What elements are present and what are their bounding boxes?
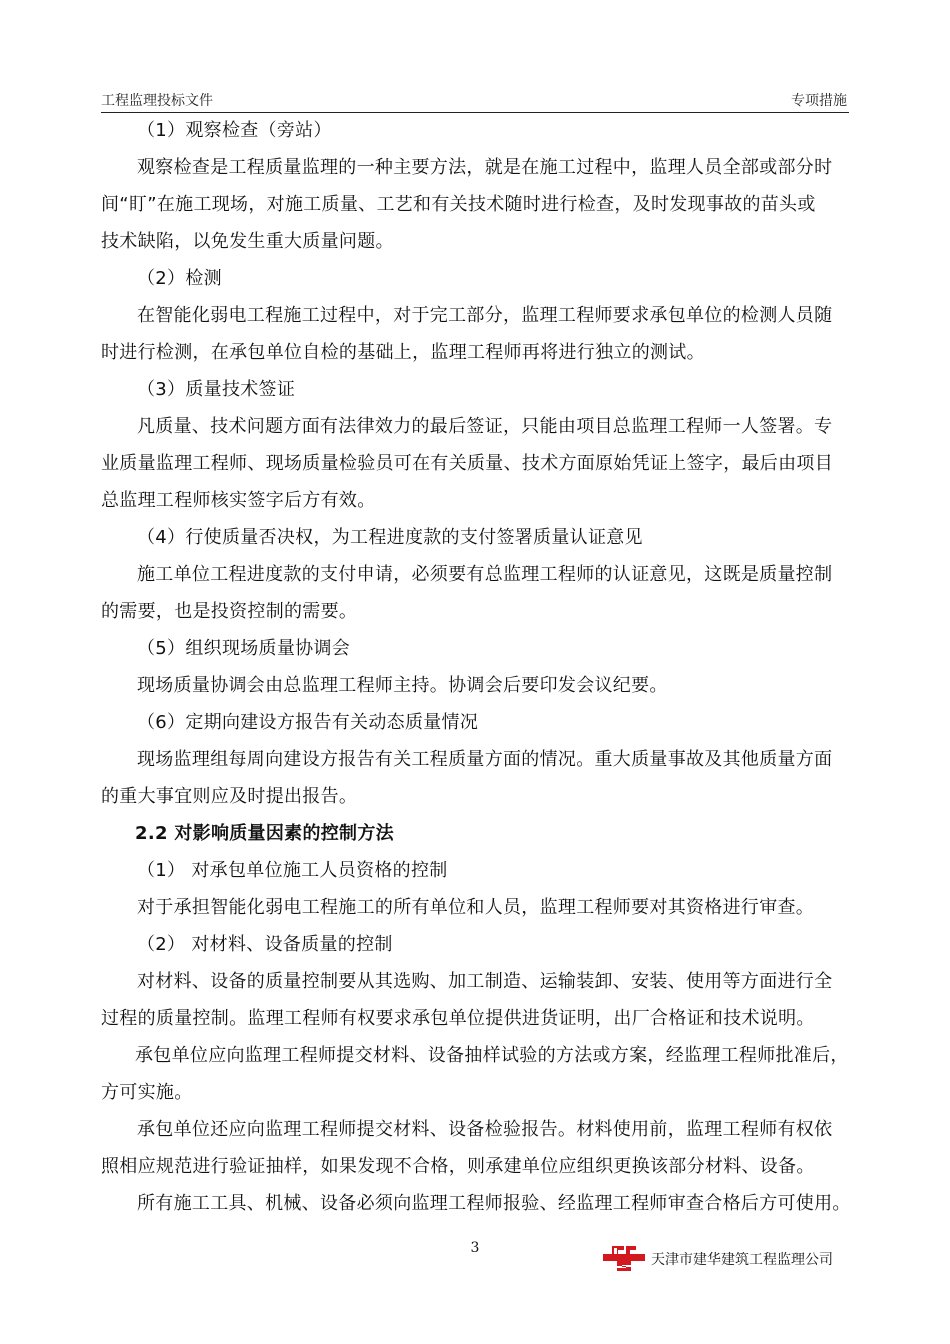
text-line: 技术缺陷，以免发生重大质量问题。	[101, 231, 394, 252]
header-section-title: 专项措施	[791, 93, 847, 109]
text-line: （6）定期向建设方报告有关动态质量情况	[137, 712, 479, 733]
text-line: （3）质量技术签证	[137, 379, 296, 400]
text-line: 总监理工程师核实签字后方有效。	[101, 490, 376, 511]
text-line: 凡质量、技术问题方面有法律效力的最后签证，只能由项目总监理工程师一人签署。专	[137, 416, 833, 437]
text-line: （2） 对材料、设备质量的控制	[137, 934, 393, 955]
text-line: 间“盯”在施工现场，对施工质量、工艺和有关技术随时进行检查，及时发现事故的苗头或	[101, 194, 816, 215]
text-line: 过程的质量控制。监理工程师有权要求承包单位提供进货证明，出厂合格证和技术说明。	[101, 1008, 815, 1029]
footer-company-name: 天津市建华建筑工程监理公司	[651, 1252, 833, 1268]
text-line: 对于承担智能化弱电工程施工的所有单位和人员，监理工程师要对其资格进行审查。	[137, 897, 815, 918]
header-document-title: 工程监理投标文件	[101, 93, 213, 109]
text-line: 承包单位应向监理工程师提交材料、设备抽样试验的方法或方案，经监理工程师批准后，	[135, 1045, 849, 1066]
text-line: 施工单位工程进度款的支付申请，必须要有总监理工程师的认证意见，这既是质量控制	[137, 564, 833, 585]
text-line: （4）行使质量否决权，为工程进度款的支付签署质量认证意见	[137, 527, 643, 548]
text-line: （1）观察检查（旁站）	[137, 120, 332, 141]
text-line: （1） 对承包单位施工人员资格的控制	[137, 860, 448, 881]
text-line: 的需要，也是投资控制的需要。	[101, 601, 358, 622]
page-number: 3	[470, 1240, 480, 1256]
text-line: 在智能化弱电工程施工过程中，对于完工部分，监理工程师要求承包单位的检测人员随	[137, 305, 833, 326]
text-line: 的重大事宜则应及时提出报告。	[101, 786, 358, 807]
text-line: （5）组织现场质量协调会	[137, 638, 351, 659]
text-line: 现场监理组每周向建设方报告有关工程质量方面的情况。重大质量事故及其他质量方面	[137, 749, 833, 770]
text-line: 现场质量协调会由总监理工程师主持。协调会后要印发会议纪要。	[137, 675, 668, 696]
text-line: 业质量监理工程师、现场质量检验员可在有关质量、技术方面原始凭证上签字，最后由项目	[101, 453, 833, 474]
text-line: 所有施工工具、机械、设备必须向监理工程师报验、经监理工程师审查合格后方可使用。	[137, 1193, 851, 1214]
text-line: 方可实施。	[101, 1082, 193, 1103]
section-heading: 2.2 对影响质量因素的控制方法	[135, 823, 394, 844]
text-line: 观察检查是工程质量监理的一种主要方法，就是在施工过程中，监理人员全部或部分时	[137, 157, 833, 178]
company-logo-icon	[603, 1244, 645, 1272]
document-body	[101, 112, 861, 1222]
text-line: 对材料、设备的质量控制要从其选购、加工制造、运输装卸、安装、使用等方面进行全	[137, 971, 833, 992]
text-line: 承包单位还应向监理工程师提交材料、设备检验报告。材料使用前，监理工程师有权依	[137, 1119, 833, 1140]
text-line: （2）检测	[137, 268, 222, 289]
text-line: 时进行检测，在承包单位自检的基础上，监理工程师再将进行独立的测试。	[101, 342, 705, 363]
text-line: 照相应规范进行验证抽样，如果发现不合格，则承建单位应组织更换该部分材料、设备。	[101, 1156, 815, 1177]
page-header	[101, 88, 849, 113]
